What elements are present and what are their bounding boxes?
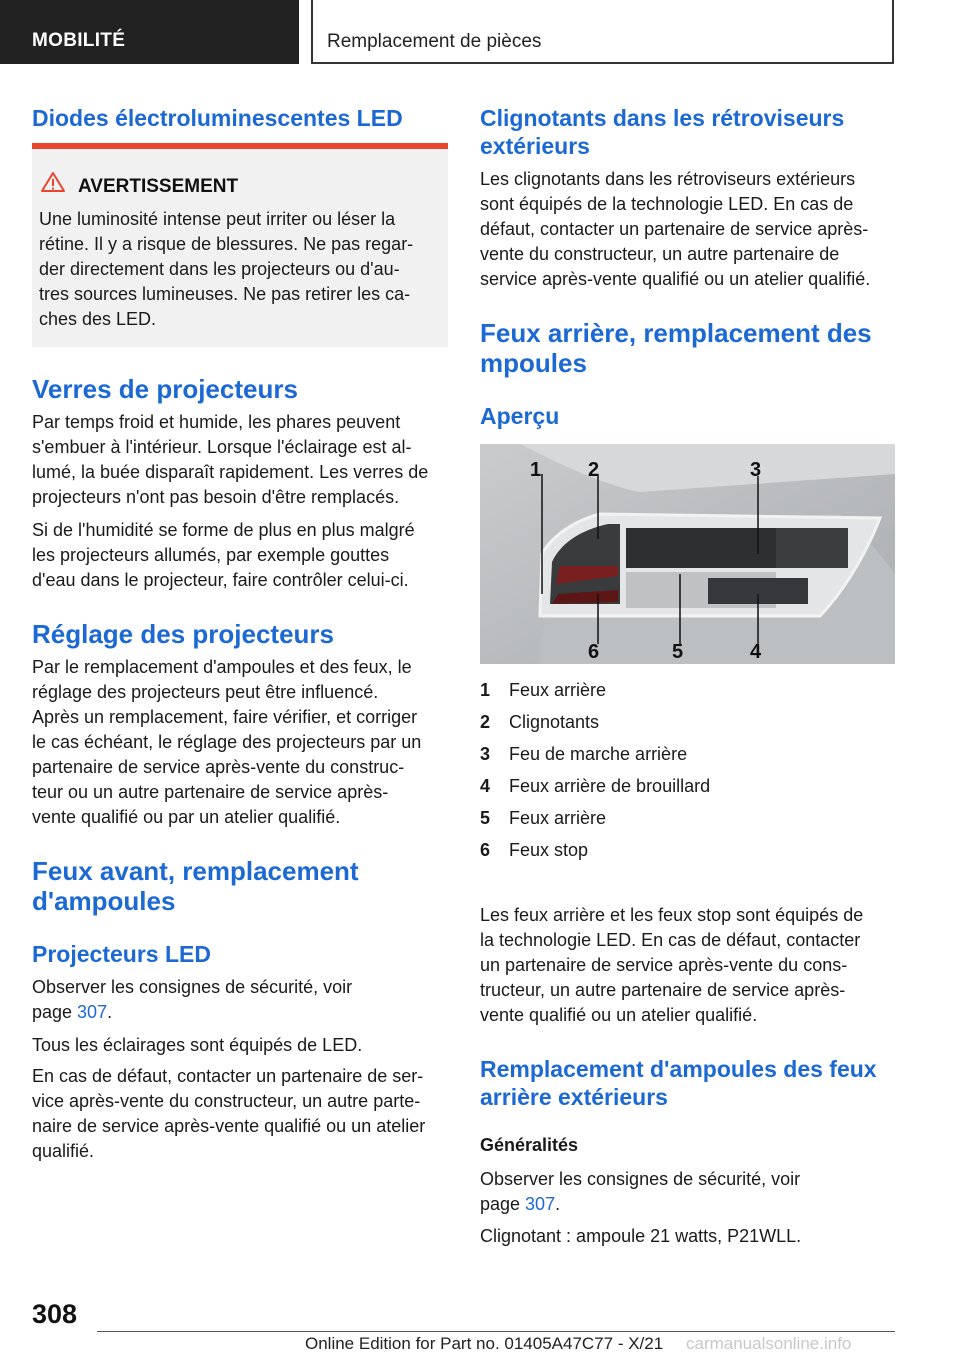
chapter-title: Remplacement de pièces [327,31,542,52]
warning-triangle-icon [40,171,66,198]
text-line: vice après-vente du constructeur, un autre parte- [32,1091,421,1111]
feux-arriere-paragraph [480,903,900,1028]
text-line: page [480,1194,526,1214]
reglage-heading: Réglage des projecteurs [32,619,334,649]
heading-line: Remplacement d'ampoules des feux [480,1056,877,1082]
legend-item [480,838,588,862]
proj-led-paragraph-2: Tous les éclairages sont équipés de LED. [32,1035,363,1055]
text-line: naire de service après-vente qualifié ou un atelier [32,1116,426,1136]
led-heading: Diodes électroluminescentes LED [32,105,403,131]
legend-label: Clignotants [509,712,600,732]
text-line: vente qualifié ou un atelier qualifié. [480,1005,758,1025]
remplacement-heading [480,1055,877,1111]
edition-text: Online Edition for Part no. 01405A47C77 - X/21 [305,1334,664,1353]
clignotants-paragraph [480,167,900,292]
verres-paragraph-1 [32,410,452,510]
taillight-figure [480,444,895,664]
legend-item [480,742,687,766]
text-line: qualifié. [32,1141,95,1161]
watermark: carmanualsonline.info [686,1334,852,1353]
text-line: . [555,1194,561,1214]
warning-line: rétine. Il y a risque de blessures. Ne pas regar- [39,234,414,254]
heading-line: arrière extérieurs [480,1084,668,1110]
text-line: service après-vente qualifié ou un atelier qualifié. [480,269,871,289]
taillight-illustration [480,444,895,664]
generalites-heading: Généralités [480,1135,579,1155]
legend-label: Feu de marche arrière [509,744,688,764]
text-line: partenaire de service après-vente du construc- [32,757,405,777]
legend-item [480,806,606,830]
apercu-heading: Aperçu [480,403,560,429]
text-line: Observer les consignes de sécurité, voir [32,977,353,997]
text-line: Par le remplacement d'ampoules et des feux, le [32,657,412,677]
figure-label: 4 [750,641,762,663]
reglage-paragraph [32,655,452,830]
legend-label: Feux arrière [509,680,607,700]
text-line: s'embuer à l'intérieur. Lorsque l'éclairage est al- [32,437,412,457]
legend-item [480,710,599,734]
generalites-paragraph-1 [480,1167,900,1217]
text-line: projecteurs n'ont pas besoin d'être remplacés. [32,487,400,507]
section-tab [0,0,299,64]
heading-line: Feux arrière, remplacement des [480,318,872,348]
projecteurs-led-heading: Projecteurs LED [32,941,211,967]
figure-label: 2 [588,459,600,481]
text-line: Les feux arrière et les feux stop sont équipés de [480,905,864,925]
text-line: teur ou un autre partenaire de service après- [32,782,389,802]
text-line: réglage des projecteurs peut être influencé. [32,682,379,702]
heading-line: Feux avant, remplacement [32,856,359,886]
text-line: défaut, contacter un partenaire de service après- [480,219,869,239]
text-line: tructeur, un autre partenaire de service après- [480,980,846,1000]
text-line: les projecteurs allumés, par exemple gouttes [32,545,390,565]
heading-line: extérieurs [480,133,590,159]
text-line: . [107,1002,113,1022]
text-line: sont équipés de la technologie LED. En cas de [480,194,854,214]
footer-divider [97,1331,895,1332]
text-line: En cas de défaut, contacter un partenaire de ser- [32,1066,424,1086]
warning-line: Une luminosité intense peut irriter ou léser la [39,209,396,229]
section-label: MOBILITÉ [32,30,126,51]
chapter-header [311,0,894,64]
legend-number: 1 [480,680,491,700]
text-line: Après un remplacement, faire vérifier, et corriger [32,707,418,727]
figure-label: 6 [588,641,600,663]
legend-label: Feux arrière de brouillard [509,776,711,796]
legend-number: 5 [480,808,491,828]
legend-label: Feux stop [509,840,589,860]
proj-led-paragraph-3 [32,1064,452,1164]
page-link-307[interactable]: 307 [77,1002,108,1022]
text-line: page [32,1002,78,1022]
page-link-307[interactable]: 307 [525,1194,556,1214]
page-number: 308 [32,1299,78,1329]
warning-line: der directement dans les projecteurs ou d'au- [39,259,400,279]
verres-paragraph-2 [32,518,452,593]
text-line: un partenaire de service après-vente du cons- [480,955,848,975]
legend-number: 4 [480,776,491,796]
text-line: vente du constructeur, un autre partenaire de [480,244,840,264]
clignotants-heading [480,104,844,160]
figure-label: 5 [672,641,684,663]
proj-led-paragraph-1 [32,975,452,1025]
heading-line: d'ampoules [32,886,176,916]
legend-number: 2 [480,712,491,732]
heading-line: mpoules [480,348,587,378]
text-line: Si de l'humidité se forme de plus en plus malgré [32,520,415,540]
warning-line: tres sources lumineuses. Ne pas retirer les ca- [39,284,411,304]
text-line: lumé, la buée disparaît rapidement. Les verres de [32,462,429,482]
warning-line: ches des LED. [39,309,157,329]
legend-item [480,678,606,702]
warning-title: AVERTISSEMENT [78,176,239,197]
heading-line: Clignotants dans les rétroviseurs [480,105,845,131]
legend-number: 6 [480,840,491,860]
warning-box [32,143,448,347]
figure-label: 3 [750,459,762,481]
verres-heading: Verres de projecteurs [32,374,298,404]
legend-label: Feux arrière [509,808,607,828]
feux-avant-heading [32,856,359,916]
text-line: d'eau dans le projecteur, faire contrôler celui-ci. [32,570,409,590]
figure-label: 1 [530,459,542,481]
text-line: Les clignotants dans les rétroviseurs extérieurs [480,169,856,189]
feux-arriere-heading [480,318,872,378]
text-line: Par temps froid et humide, les phares peuvent [32,412,401,432]
warning-text [39,207,437,332]
generalites-paragraph-2: Clignotant : ampoule 21 watts, P21WLL. [480,1226,802,1246]
legend-number: 3 [480,744,491,764]
text-line: la technologie LED. En cas de défaut, contacter [480,930,861,950]
text-line: le cas échéant, le réglage des projecteurs par un [32,732,422,752]
text-line: Observer les consignes de sécurité, voir [480,1169,801,1189]
text-line: vente qualifié ou par un atelier qualifié. [32,807,341,827]
legend-item [480,774,710,798]
